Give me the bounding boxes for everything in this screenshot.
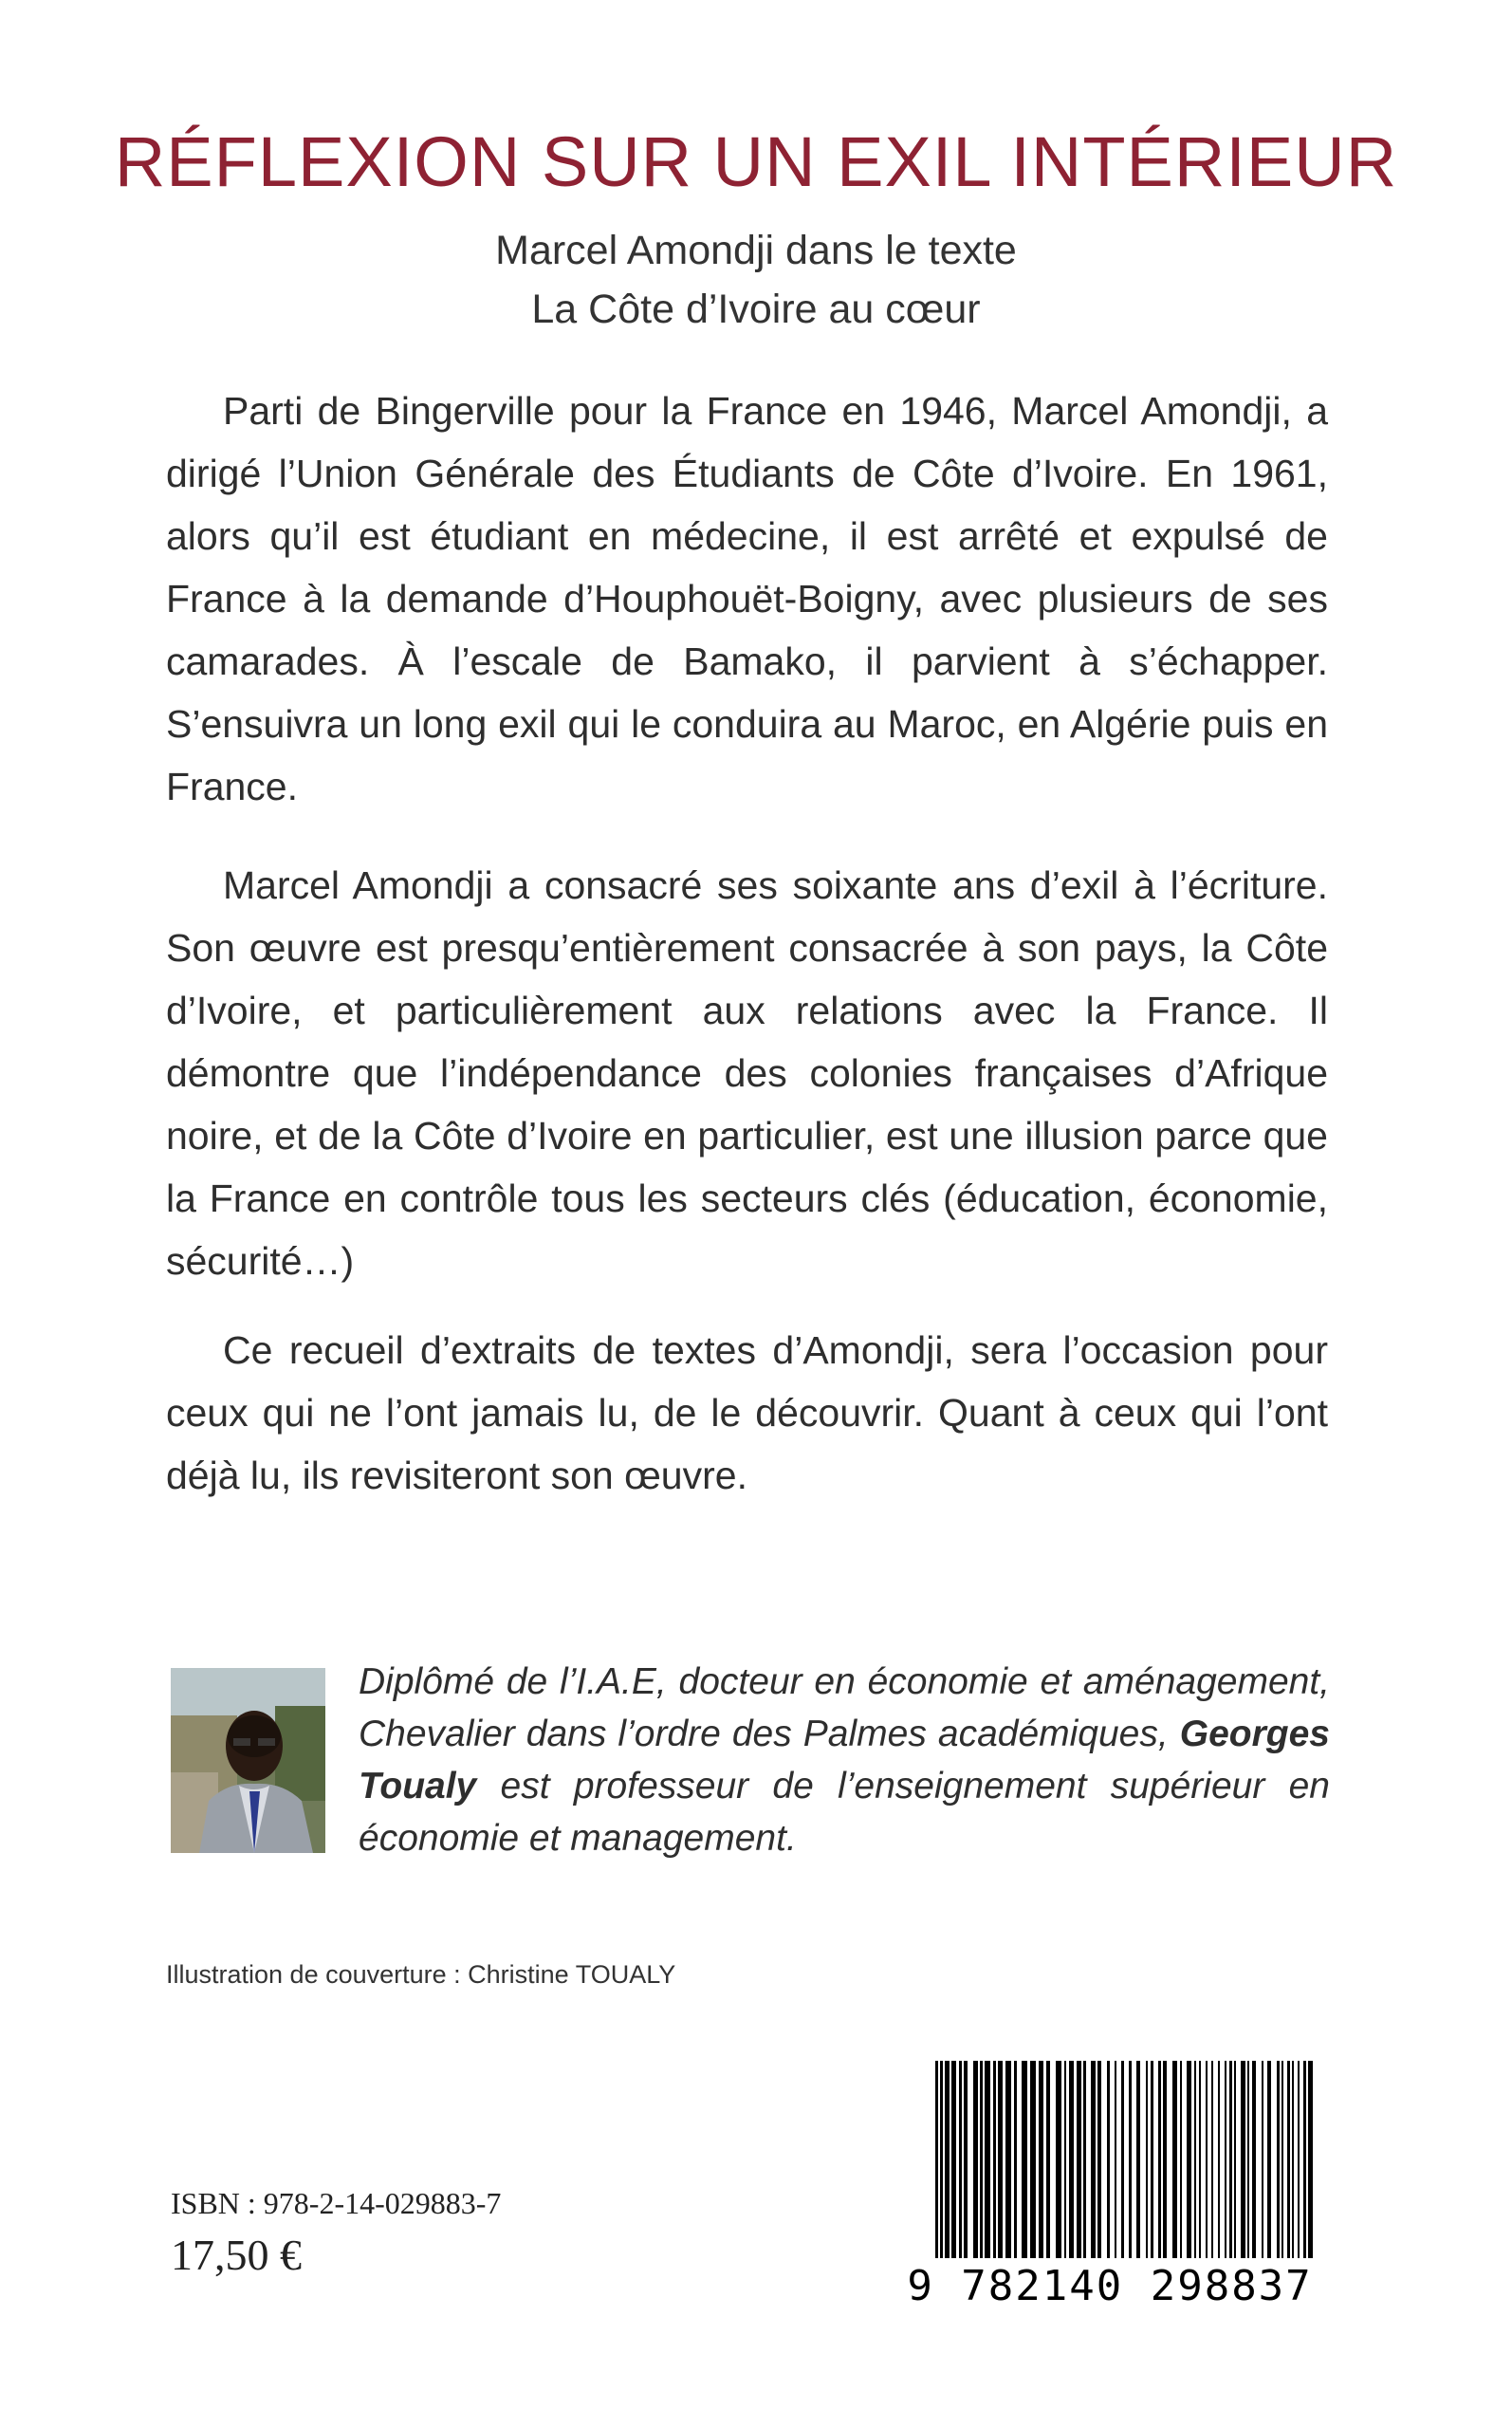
barcode-bar — [1308, 2061, 1313, 2258]
barcode-number: 9 782140 298837 — [907, 2262, 1313, 2310]
barcode-bar — [1129, 2061, 1132, 2258]
author-photo — [171, 1668, 325, 1853]
summary-paragraph-3: Ce recueil d’extraits de textes d’Amondji, sera l’occasion pour ceux qui ne l’ont jamais lu, de le découvrir. Quant à ceux qui l’ont déjà lu, ils revisiteront son œuvre. — [166, 1328, 1328, 1497]
author-biography — [359, 1656, 1330, 1864]
barcode-bar — [1267, 2061, 1271, 2258]
barcode-bar — [1056, 2061, 1061, 2258]
barcode-bar — [1262, 2061, 1263, 2258]
barcode-bar — [1107, 2061, 1110, 2258]
barcode-bar — [1187, 2061, 1191, 2258]
barcode-bar — [1287, 2061, 1290, 2258]
barcode-bar — [1282, 2061, 1283, 2258]
summary-paragraph-1: Parti de Bingerville pour la France en 1946, Marcel Amondji, a dirigé l’Union Générale des Étudiants de Côte d’Ivoire. En 1961, alors qu’il est étudiant en médecine, il est arrêté et expulsé de France à la demande d’Houphouët-Boigny, avec plusieurs de ses camarades. À l’escale de Bamako, il parvient à s’échapper. S’ensuivra un long exil qui le conduira au Maroc, en Algérie puis en France. — [166, 389, 1328, 808]
subtitle-line-1: Marcel Amondji dans le texte — [495, 228, 1017, 273]
barcode-bar — [1277, 2061, 1280, 2258]
barcode-bar — [1234, 2061, 1236, 2258]
price: 17,50 € — [171, 2231, 302, 2279]
barcode-bar — [1194, 2061, 1196, 2258]
barcode-bar — [980, 2061, 983, 2258]
barcode-bar — [959, 2061, 962, 2258]
barcode — [897, 2061, 1322, 2315]
barcode-bar — [1225, 2061, 1226, 2258]
barcode-bar — [1292, 2061, 1294, 2258]
illustration-credit: Illustration de couverture : Christine TOUALY — [166, 1960, 676, 1989]
barcode-bar — [1218, 2061, 1220, 2258]
barcode-bar — [1039, 2061, 1043, 2258]
barcode-bar — [935, 2061, 938, 2258]
barcode-bar — [1064, 2061, 1066, 2258]
barcode-bar — [1158, 2061, 1161, 2258]
barcode-bar — [1241, 2061, 1245, 2258]
barcode-bar — [964, 2061, 968, 2258]
barcode-bar — [1097, 2061, 1101, 2258]
author-bio-intro: Diplômé de l’I.A.E, docteur en économie et aménagement, Chevalier dans l’ordre des Palmes académiques, — [359, 1661, 1330, 1754]
barcode-bar — [1022, 2061, 1027, 2258]
barcode-bar — [1303, 2061, 1306, 2258]
barcode-bar — [940, 2061, 943, 2258]
author-portrait-image — [171, 1668, 325, 1853]
barcode-bar — [1136, 2061, 1140, 2258]
barcode-bar — [1206, 2061, 1208, 2258]
barcode-bar — [1005, 2061, 1011, 2258]
book-title: RÉFLEXION SUR UN EXIL INTÉRIEUR — [114, 122, 1398, 201]
barcode-bar — [1014, 2061, 1017, 2258]
barcode-bar — [951, 2061, 956, 2258]
barcode-bar — [1083, 2061, 1086, 2258]
barcode-bars — [897, 2061, 1322, 2265]
barcode-bar — [1229, 2061, 1232, 2258]
barcode-bar — [1069, 2061, 1074, 2258]
barcode-bar — [993, 2061, 996, 2258]
barcode-bar — [1115, 2061, 1116, 2258]
barcode-bar — [1151, 2061, 1153, 2258]
barcode-bar — [1247, 2061, 1249, 2258]
barcode-bar — [1211, 2061, 1213, 2258]
barcode-bar — [1180, 2061, 1182, 2258]
barcode-bar — [1146, 2061, 1148, 2258]
barcode-bar — [1121, 2061, 1124, 2258]
barcode-bar — [1046, 2061, 1050, 2258]
barcode-bar — [1030, 2061, 1036, 2258]
summary-paragraph-2: Marcel Amondji a consacré ses soixante ans d’exil à l’écriture. Son œuvre est presqu’entièrement consacrée à son pays, la Côte d’Ivoire, et particulièrement aux relations avec la France. Il démontre que l’indépendance des colonies françaises d’Afrique noire, et de la Côte d’Ivoire en particulier, est une illusion parce que la France en contrôle tous les secteurs clés (éducation, économie, sécurité…) — [166, 863, 1328, 1283]
barcode-bar — [998, 2061, 1003, 2258]
barcode-bar — [985, 2061, 990, 2258]
barcode-bar — [1199, 2061, 1201, 2258]
subtitle-line-2: La Côte d’Ivoire au cœur — [531, 287, 981, 332]
isbn: ISBN : 978-2-14-029883-7 — [171, 2186, 502, 2220]
barcode-bar — [1091, 2061, 1096, 2258]
barcode-bar — [945, 2061, 950, 2258]
barcode-bar — [973, 2061, 978, 2258]
author-bio-rest: est professeur de l’enseignement supérieur en économie et management. — [359, 1766, 1330, 1859]
barcode-bar — [1163, 2061, 1167, 2258]
barcode-bar — [1252, 2061, 1256, 2258]
author-name: Georges Toualy — [359, 1714, 1330, 1807]
barcode-bar — [1077, 2061, 1081, 2258]
barcode-bar — [1172, 2061, 1177, 2258]
barcode-bar — [1298, 2061, 1300, 2258]
